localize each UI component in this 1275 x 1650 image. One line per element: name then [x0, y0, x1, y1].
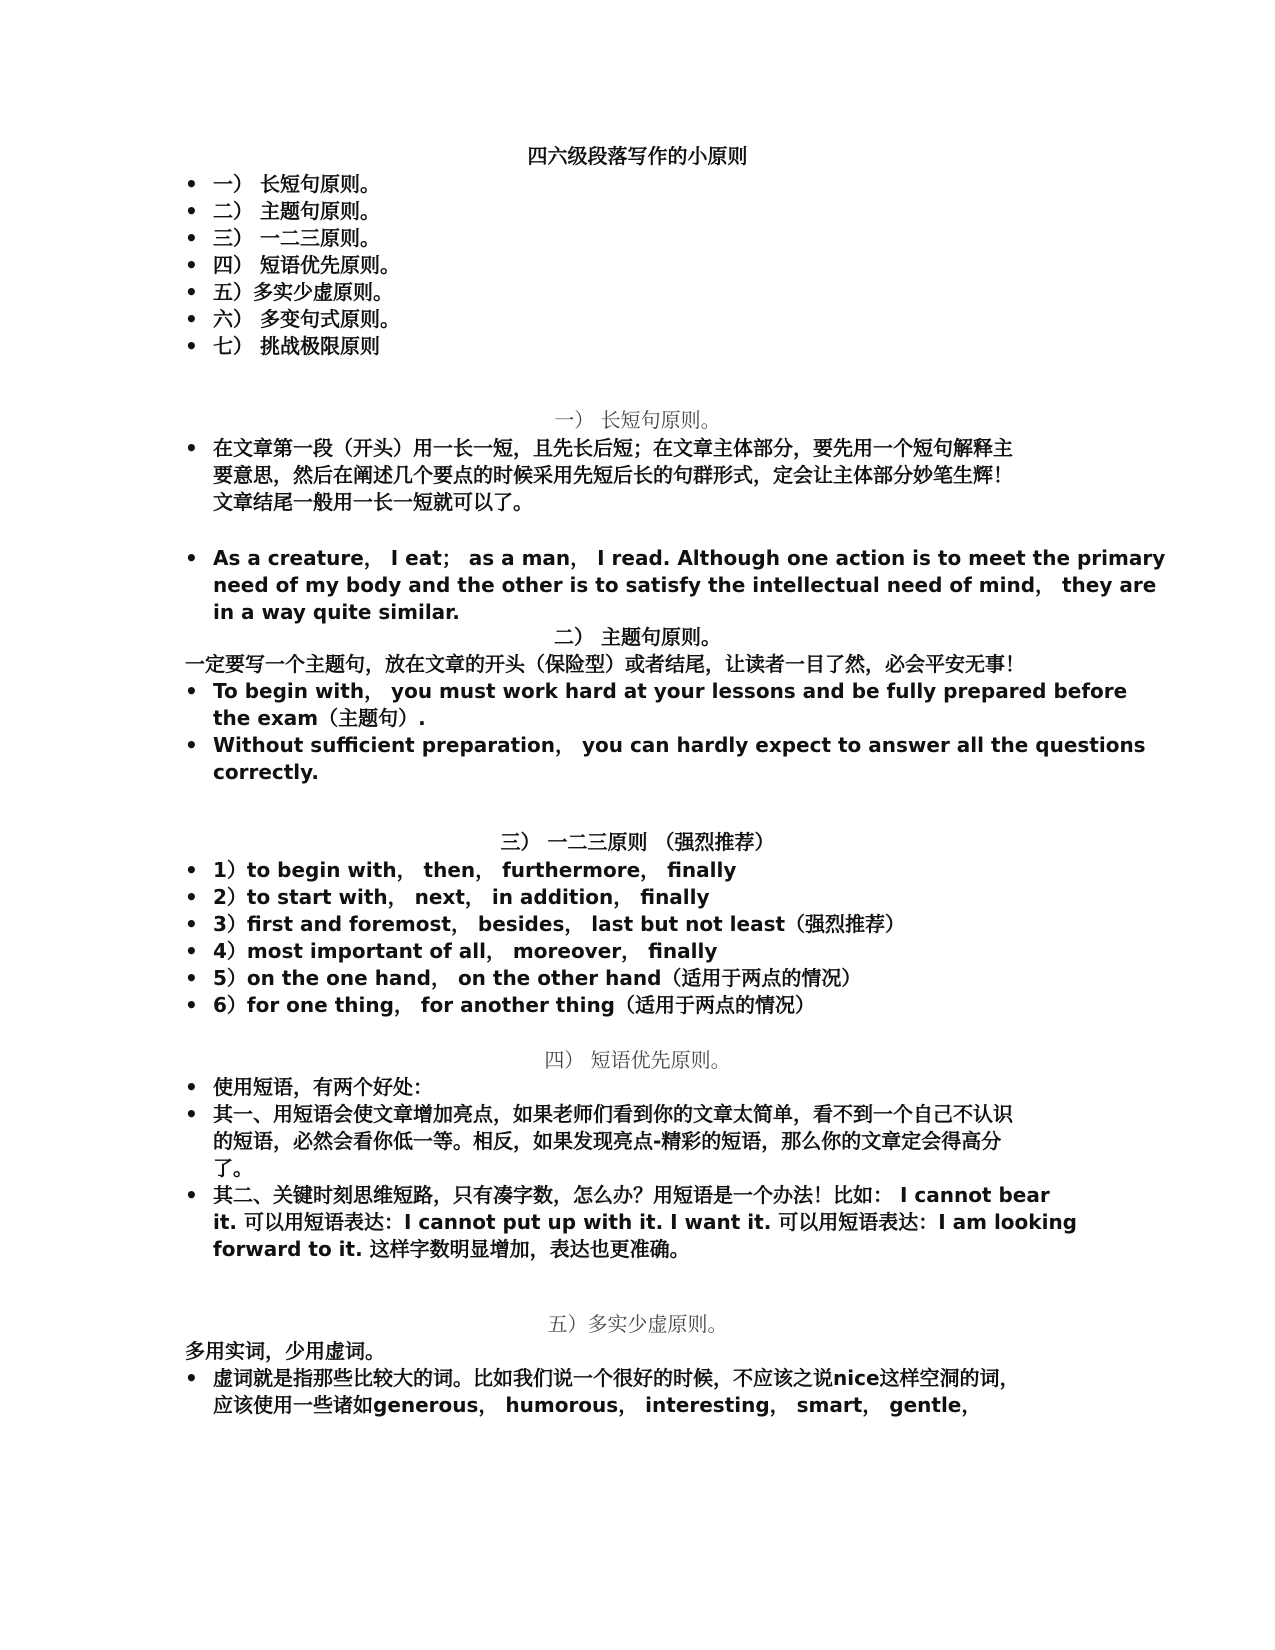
- page-title: 四六级段落写作的小原则: [527, 144, 748, 168]
- section-heading: 三） 一二三原则 （强烈推荐）: [500, 830, 775, 854]
- list-item: 6）for one thing， for another thing（适用于两点的情况）: [213, 993, 816, 1017]
- list-item: 5）on the one hand， on the other hand（适用于两点的情况）: [213, 966, 862, 990]
- bullet-icon: •: [185, 939, 198, 963]
- bullet-icon: •: [185, 679, 198, 703]
- section-heading: 五）多实少虚原则。: [547, 1312, 728, 1336]
- paragraph-line: Without sufficient preparation， you can hardly expect to answer all the questions: [213, 733, 1146, 757]
- paragraph-line: 其二、关键时刻思维短路，只有凑字数，怎么办？用短语是一个办法！比如： I cannot bear: [213, 1183, 1050, 1207]
- list-item: 3）first and foremost， besides， last but not least（强烈推荐）: [213, 912, 906, 936]
- toc-item: 四） 短语优先原则。: [213, 253, 400, 277]
- toc-item: 三） 一二三原则。: [213, 226, 380, 250]
- paragraph-line: 在文章第一段（开头）用一长一短，且先长后短；在文章主体部分，要先用一个短句解释主: [213, 436, 1013, 460]
- paragraph-line: 其一、用短语会使文章增加亮点，如果老师们看到你的文章太简单，看不到一个自己不认识: [213, 1102, 1013, 1126]
- toc-item: 二） 主题句原则。: [213, 199, 380, 223]
- list-item: 1）to begin with， then， furthermore， finally: [213, 858, 737, 882]
- paragraph-line: 文章结尾一般用一长一短就可以了。: [213, 490, 533, 514]
- bullet-icon: •: [185, 1075, 198, 1099]
- paragraph-line: 一定要写一个主题句，放在文章的开头（保险型）或者结尾，让读者一目了然，必会平安无事！: [185, 652, 1025, 676]
- bullet-icon: •: [185, 436, 198, 460]
- section-heading: 二） 主题句原则。: [554, 625, 721, 649]
- paragraph-line: 多用实词，少用虚词。: [185, 1339, 385, 1363]
- bullet-icon: •: [185, 280, 198, 304]
- bullet-icon: •: [185, 1366, 198, 1390]
- paragraph-line: correctly.: [213, 760, 319, 784]
- bullet-icon: •: [185, 912, 198, 936]
- paragraph-line: 虚词就是指那些比较大的词。比如我们说一个很好的时候，不应该之说nice这样空洞的词，: [213, 1366, 1020, 1390]
- bullet-icon: •: [185, 307, 198, 331]
- bullet-icon: •: [185, 885, 198, 909]
- bullet-icon: •: [185, 966, 198, 990]
- paragraph-line: 使用短语，有两个好处：: [213, 1075, 433, 1099]
- bullet-icon: •: [185, 226, 198, 250]
- bullet-icon: •: [185, 199, 198, 223]
- toc-item: 六） 多变句式原则。: [213, 307, 400, 331]
- section-heading: 一） 长短句原则。: [554, 408, 721, 432]
- section-heading: 四） 短语优先原则。: [544, 1048, 731, 1072]
- bullet-icon: •: [185, 334, 198, 358]
- paragraph-line: As a creature， I eat； as a man， I read. Although one action is to meet the primary: [213, 546, 1166, 570]
- list-item: 4）most important of all， moreover， finally: [213, 939, 718, 963]
- paragraph-line: To begin with， you must work hard at your lessons and be fully prepared before: [213, 679, 1128, 703]
- paragraph-line: 了。: [213, 1156, 253, 1180]
- toc-item: 七） 挑战极限原则: [213, 334, 380, 358]
- bullet-icon: •: [185, 1183, 198, 1207]
- paragraph-line: 的短语，必然会看你低一等。相反，如果发现亮点-精彩的短语，那么你的文章定会得高分: [213, 1129, 1002, 1153]
- paragraph-line: 应该使用一些诸如generous， humorous， interesting， smart， gentle，: [213, 1393, 982, 1417]
- paragraph-line: in a way quite similar.: [213, 600, 460, 624]
- paragraph-line: forward to it. 这样字数明显增加，表达也更准确。: [213, 1237, 690, 1261]
- bullet-icon: •: [185, 546, 198, 570]
- bullet-icon: •: [185, 1102, 198, 1126]
- bullet-icon: •: [185, 172, 198, 196]
- toc-item: 一） 长短句原则。: [213, 172, 380, 196]
- bullet-icon: •: [185, 858, 198, 882]
- toc-item: 五）多实少虚原则。: [213, 280, 393, 304]
- bullet-icon: •: [185, 733, 198, 757]
- paragraph-line: it. 可以用短语表达：I cannot put up with it. I want it. 可以用短语表达：I am looking: [213, 1210, 1078, 1234]
- paragraph-line: 要意思，然后在阐述几个要点的时候采用先短后长的句群形式，定会让主体部分妙笔生辉！: [213, 463, 1013, 487]
- bullet-icon: •: [185, 993, 198, 1017]
- paragraph-line: the exam（主题句）.: [213, 706, 426, 730]
- bullet-icon: •: [185, 253, 198, 277]
- list-item: 2）to start with， next， in addition， finally: [213, 885, 710, 909]
- paragraph-line: need of my body and the other is to satisfy the intellectual need of mind， they are: [213, 573, 1157, 597]
